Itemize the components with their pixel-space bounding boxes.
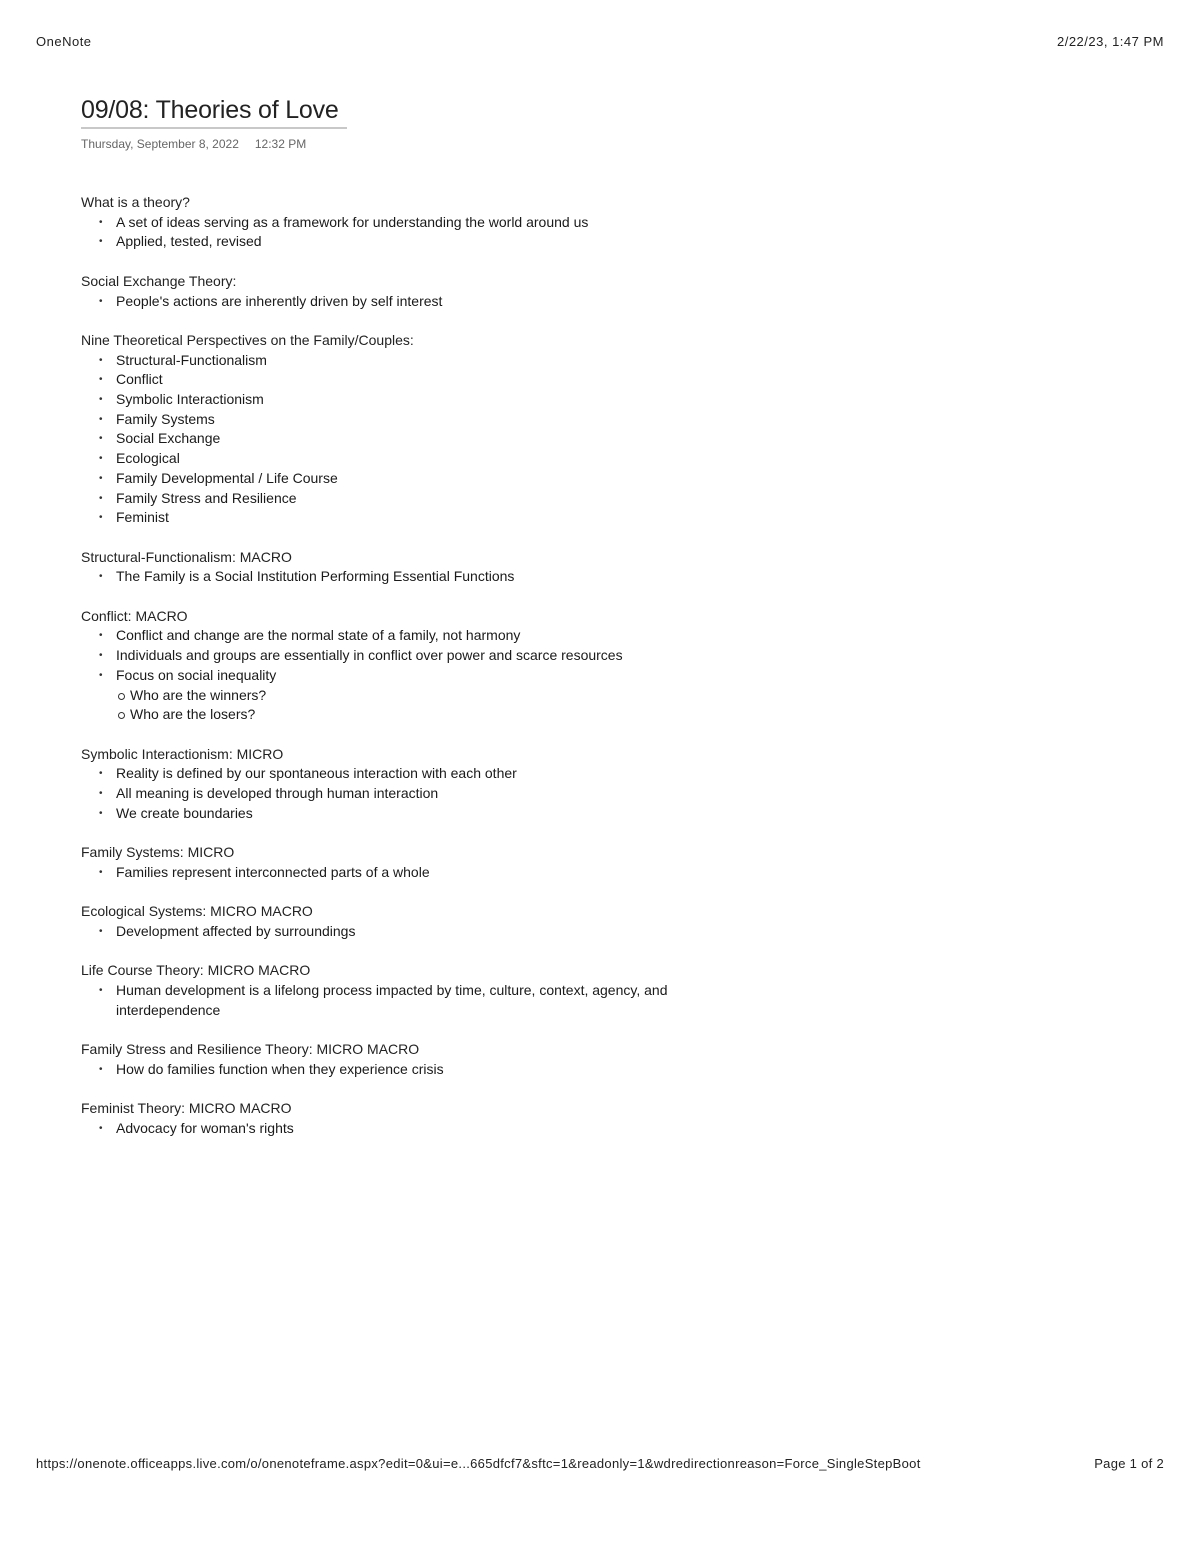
bullet-item[interactable] [116, 508, 781, 528]
bullet-list [81, 351, 781, 528]
bullet-item[interactable] [116, 213, 781, 233]
section-heading[interactable]: Life Course Theory: MICRO MACRO [81, 962, 311, 979]
bullet-text: • All meaning is developed through human interaction [116, 785, 439, 802]
note-section [81, 961, 781, 1020]
bullet-text: • Human development is a lifelong process impacted by time, culture, context, agency, and interdependence [116, 982, 668, 1018]
bullet-text: • Family Developmental / Life Course [116, 469, 338, 486]
bullet-item[interactable] [116, 626, 781, 646]
bullet-text: • Families represent interconnected parts of a whole [116, 863, 430, 880]
section-heading[interactable]: Family Systems: MICRO [81, 844, 235, 861]
note-section [81, 272, 781, 311]
section-heading[interactable]: Symbolic Interactionism: MICRO [81, 745, 284, 762]
bullet-list [81, 626, 781, 725]
bullet-text: • A set of ideas serving as a framework for understanding the world around us [116, 213, 589, 230]
bullet-item[interactable] [116, 390, 781, 410]
bullet-item[interactable] [116, 922, 781, 942]
bullet-list [81, 213, 781, 252]
bullet-list [81, 981, 781, 1020]
bullet-item[interactable] [116, 410, 781, 430]
bullet-text: • Social Exchange [116, 430, 221, 447]
print-footer [36, 1456, 1164, 1471]
bullet-item[interactable] [116, 1119, 781, 1139]
sub-bullet-list [116, 686, 781, 725]
bullet-text: • Focus on social inequality [116, 666, 277, 683]
bullet-text: • We create boundaries [116, 804, 253, 821]
page-datetime [81, 137, 781, 151]
note-section [81, 745, 781, 824]
bullet-item[interactable] [116, 764, 781, 784]
bullet-list [81, 292, 781, 312]
print-timestamp: 2/22/23, 1:47 PM [1056, 34, 1164, 49]
bullet-text: • Reality is defined by our spontaneous interaction with each other [116, 765, 517, 782]
note-section [81, 1040, 781, 1079]
bullet-text: • Individuals and groups are essentially in conflict over power and scarce resources [116, 647, 623, 664]
page-time: 12:32 PM [254, 137, 307, 151]
bullet-list [81, 863, 781, 883]
page-title[interactable]: 09/08: Theories of Love [81, 96, 347, 129]
section-heading[interactable]: What is a theory? [81, 194, 190, 210]
note-section [81, 902, 781, 941]
bullet-item[interactable] [116, 232, 781, 252]
bullet-text: • The Family is a Social Institution Performing Essential Functions [116, 568, 515, 585]
section-heading[interactable]: Structural-Functionalism: MACRO [81, 548, 292, 565]
bullet-text: • Conflict and change are the normal state of a family, not harmony [116, 627, 521, 644]
bullet-item[interactable] [116, 292, 781, 312]
bullet-item[interactable] [116, 666, 781, 725]
note-section [81, 331, 781, 528]
note-section [81, 607, 781, 725]
bullet-text: • Family Systems [116, 410, 215, 427]
bullet-text: • Symbolic Interactionism [116, 391, 264, 407]
print-header [36, 34, 1164, 49]
section-heading[interactable]: Ecological Systems: MICRO MACRO [81, 903, 313, 920]
page-date: Thursday, September 8, 2022 [81, 137, 239, 151]
page-number: Page 1 of 2 [1094, 1456, 1164, 1471]
note-content[interactable] [81, 193, 781, 1139]
note-page [81, 96, 781, 1158]
note-section [81, 193, 781, 252]
bullet-list [81, 922, 781, 942]
bullet-text: • How do families function when they experience crisis [116, 1060, 444, 1077]
bullet-item[interactable] [116, 489, 781, 509]
bullet-item[interactable] [116, 370, 781, 390]
bullet-item[interactable] [116, 449, 781, 469]
section-heading[interactable]: Family Stress and Resilience Theory: MICRO MACRO [81, 1041, 420, 1058]
note-section [81, 1099, 781, 1138]
section-heading[interactable]: Conflict: MACRO [81, 607, 188, 624]
bullet-item[interactable] [116, 351, 781, 371]
bullet-item[interactable] [116, 863, 781, 883]
section-heading[interactable]: Nine Theoretical Perspectives on the Family/Couples: [81, 331, 414, 348]
bullet-list [81, 567, 781, 587]
bullet-item[interactable] [116, 567, 781, 587]
bullet-list [81, 1060, 781, 1080]
bullet-item[interactable] [116, 1060, 781, 1080]
bullet-item[interactable] [116, 469, 781, 489]
sub-bullet-item[interactable]: Who are the losers? [130, 705, 781, 725]
bullet-item[interactable] [116, 429, 781, 449]
bullet-text: • Ecological [116, 450, 180, 467]
bullet-text: • Advocacy for woman's rights [116, 1119, 294, 1136]
bullet-text: • Structural-Functionalism [116, 351, 267, 368]
note-section [81, 843, 781, 882]
bullet-text: • People's actions are inherently driven by self interest [116, 292, 443, 309]
bullet-text: • Applied, tested, revised [116, 233, 262, 250]
note-section [81, 548, 781, 587]
section-heading[interactable]: Feminist Theory: MICRO MACRO [81, 1100, 292, 1117]
bullet-text: • Conflict [116, 371, 163, 388]
section-heading[interactable]: Social Exchange Theory: [81, 272, 237, 289]
bullet-text: • Feminist [116, 509, 169, 526]
bullet-text: • Family Stress and Resilience [116, 489, 297, 506]
bullet-item[interactable] [116, 981, 781, 1020]
bullet-text: • Development affected by surroundings [116, 922, 356, 939]
bullet-item[interactable] [116, 784, 781, 804]
sub-bullet-item[interactable]: Who are the winners? [130, 686, 781, 706]
app-name: OneNote [36, 34, 92, 49]
bullet-list [81, 764, 781, 823]
bullet-item[interactable] [116, 646, 781, 666]
bullet-list [81, 1119, 781, 1139]
page-url: https://onenote.officeapps.live.com/o/onenoteframe.aspx?edit=0&ui=e...665dfcf7&sftc=1&readonly=1&wdredirectionreason=Force_SingleStepBoot [36, 1456, 921, 1471]
bullet-item[interactable] [116, 804, 781, 824]
